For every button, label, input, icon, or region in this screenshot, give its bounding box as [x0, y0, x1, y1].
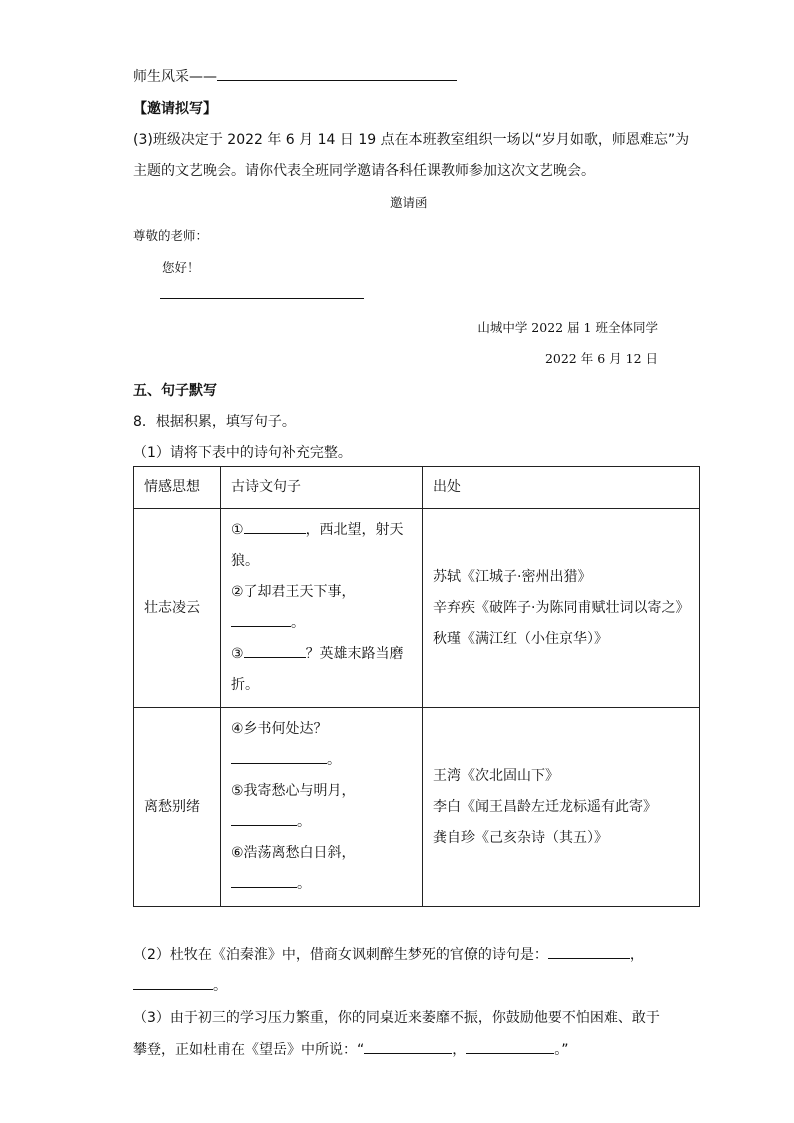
answer-blank-8[interactable] [133, 988, 213, 990]
sentence-cell [221, 708, 423, 907]
question-3-line2: 主题的文艺晚会。请你代表全班同学邀请各科任课教师参加这次文艺晚会。 [133, 163, 595, 179]
emotion-cell: 壮志凌云 [134, 509, 221, 708]
answer-blank-3[interactable] [244, 656, 306, 658]
question-8-1: （1）请将下表中的诗句补充完整。 [133, 445, 352, 461]
poem-line-2-cont: 。 [231, 608, 412, 639]
poem-line-1: ① ，西北望，射天 [231, 522, 404, 538]
header-sentence: 古诗文句子 [221, 467, 423, 509]
table-header-row [134, 467, 700, 509]
emotion-cell: 离愁别绪 [134, 708, 221, 907]
answer-blank-4[interactable] [231, 762, 327, 764]
answer-blank-5[interactable] [231, 824, 297, 826]
poem-line-3: ③ ？英雄末路当磨 [231, 646, 404, 662]
table-row [134, 708, 700, 907]
question-8-2-line1: （2）杜牧在《泊秦淮》中，借商女讽刺醉生梦死的官僚的诗句是： ， [133, 947, 644, 963]
header-emotion: 情感思想 [134, 467, 221, 509]
feng-cai-label: 师生风采—— [133, 69, 217, 85]
question-3-line1: (3)班级决定于 2022 年 6 月 14 日 19 点在本班教室组织一场以“岁月如歌，师恩难忘”为 [133, 132, 690, 148]
answer-blank-7[interactable] [548, 957, 630, 959]
source-6: 龚自珍《己亥杂诗（其五）》 [433, 829, 608, 846]
poem-line-6-cont: 。 [231, 869, 412, 900]
source-4: 王湾《次北固山下》 [433, 767, 559, 784]
question-8-3-line1: （3）由于初三的学习压力繁重，你的同桌近来萎靡不振，你鼓励他要不怕困难、敢于 [133, 1010, 660, 1026]
feng-cai-blank[interactable] [217, 79, 457, 81]
source-cell [423, 509, 700, 708]
source-3: 秋瑾《满江红（小住京华）》 [433, 630, 608, 647]
letter-signature: 山城中学 2022 届 1 班全体同学 [477, 320, 658, 335]
poem-line-5-cont: 。 [231, 807, 412, 838]
header-source: 出处 [423, 467, 700, 509]
poem-line-4: ④乡书何处达？ [231, 721, 328, 737]
answer-blank-1[interactable] [244, 532, 306, 534]
source-2: 辛弃疾《破阵子·为陈同甫赋壮词以寄之》 [433, 599, 690, 616]
letter-date: 2022 年 6 月 12 日 [544, 351, 658, 366]
answer-blank-2[interactable] [231, 625, 291, 627]
poem-line-3-cont: 折。 [231, 677, 259, 693]
question-8-2-line2: 。 [133, 975, 227, 995]
letter-body-blank[interactable] [160, 298, 364, 299]
letter-salutation: 尊敬的老师： [133, 228, 209, 243]
poem-line-6: ⑥浩荡离愁白日斜， [231, 845, 356, 861]
poem-line-1-cont: 狼。 [231, 553, 259, 569]
sentence-cell [221, 509, 423, 708]
feng-cai-line [133, 66, 457, 86]
poem-table [133, 466, 700, 907]
answer-blank-10[interactable] [466, 1052, 554, 1054]
question-8-3-line2: 攀登，正如杜甫在《望岳》中所说：“ ， 。” [133, 1042, 569, 1058]
poem-line-2: ②了却君王天下事， [231, 584, 356, 600]
letter-greeting: 您好！ [162, 260, 200, 275]
section-5-heading: 五、句子默写 [133, 383, 217, 399]
poem-line-4-cont: 。 [231, 745, 412, 776]
poem-line-5: ⑤我寄愁心与明月， [231, 783, 356, 799]
invite-heading: 【邀请拟写】 [133, 101, 217, 117]
answer-blank-6[interactable] [231, 886, 297, 888]
source-1: 苏轼《江城子·密州出猎》 [433, 568, 592, 585]
answer-blank-9[interactable] [364, 1052, 452, 1054]
letter-title: 邀请函 [390, 195, 428, 210]
table-row [134, 509, 700, 708]
source-5: 李白《闻王昌龄左迁龙标遥有此寄》 [433, 798, 657, 815]
source-cell [423, 708, 700, 907]
question-8: 8．根据积累，填写句子。 [133, 414, 296, 430]
